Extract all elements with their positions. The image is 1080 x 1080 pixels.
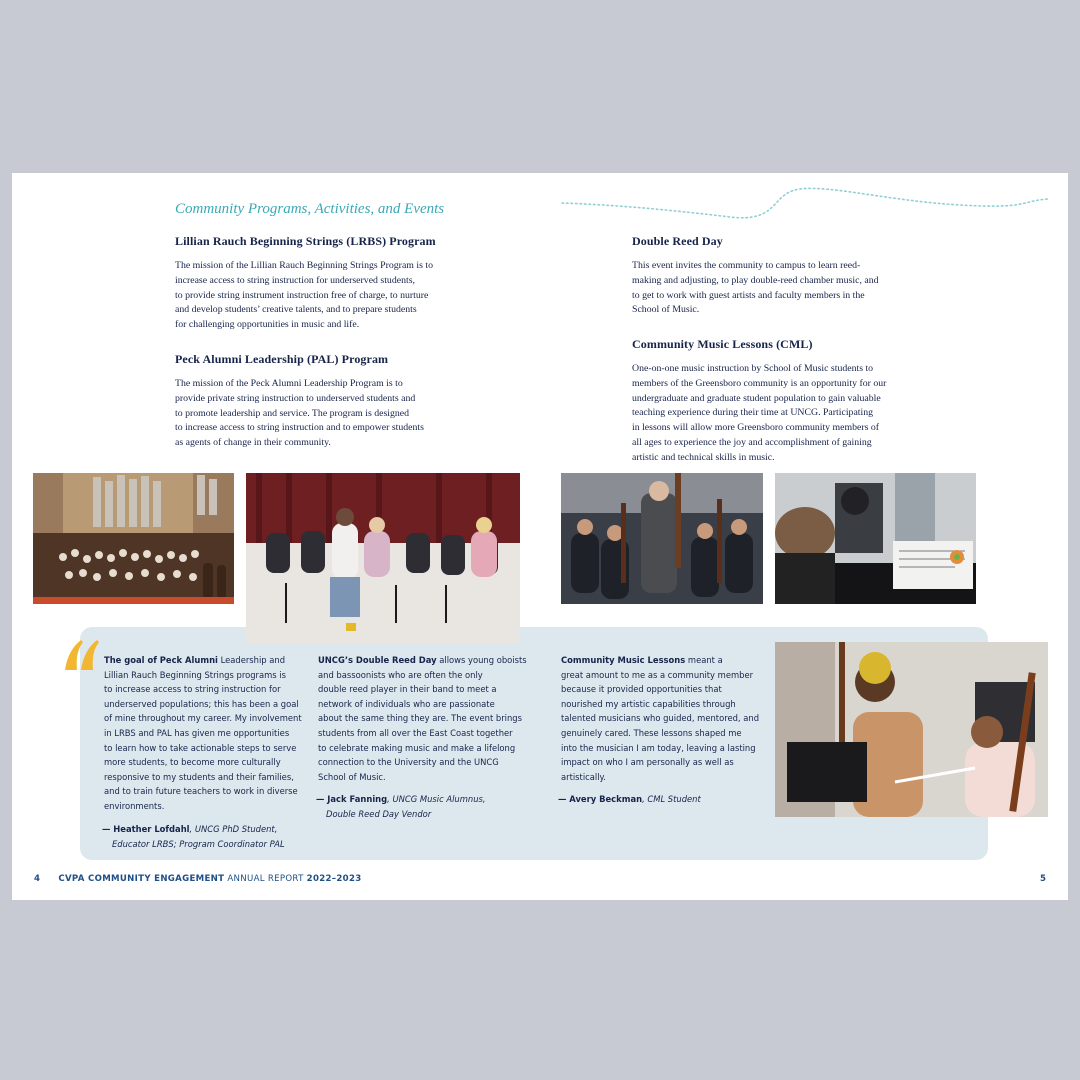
dotted-wave-decoration: [560, 181, 1050, 221]
pal-body: The mission of the Peck Alumni Leadership Program is to provide private string instruction to underserved students and to promote leadership and service. The program is designed to increase access to string instruction and to empower students as agents of change in their community.: [175, 378, 424, 449]
page-number-right: 5: [1040, 874, 1047, 884]
pal-block: [175, 352, 455, 451]
double-reed-day-block: [632, 234, 912, 318]
cml-block: [632, 337, 917, 466]
footer-years: 2022–2023: [306, 874, 362, 884]
double-reed-day-body: This event invites the community to campus to learn reed- making and adjusting, to play double-reed chamber music, and to get to work with guest artists and faculty members in the School of Music.: [632, 260, 879, 316]
footer-org: CVPA COMMUNITY ENGAGEMENT: [58, 874, 225, 884]
attribution-heather-lofdahl: — Heather Lofdahl, UNCG PhD Student, Educator LRBS; Program Coordinator PAL: [102, 824, 285, 849]
page-number-left: 4: [34, 874, 41, 884]
photo-concert-hall-group: [33, 473, 234, 604]
photo-piano-lesson: [775, 473, 976, 604]
report-spread: [12, 173, 1068, 900]
cml-body: One-on-one music instruction by School of Music students to members of the Greensboro community is an opportunity for our undergraduate and graduate student population to gain valuable teaching experience during their time at UNCG. Participating in lessons will allow more Greensboro community members of all ages to experience the joy and accomplishment of gaining artistic and technical skills in music.: [632, 363, 887, 463]
lrbs-heading: Lillian Rauch Beginning Strings (LRBS) Program: [175, 234, 436, 248]
photo-bassoon-lesson: [775, 642, 1048, 817]
double-reed-day-heading: Double Reed Day: [632, 234, 723, 248]
section-title: Community Programs, Activities, and Events: [175, 201, 445, 217]
lrbs-body: The mission of the Lillian Rauch Beginning Strings Program is to increase access to string instruction for underserved students, to provide string instrument instruction free of charge, to nurture and develop students’ creative talents, and to prepare students for challenging opportunities in music and life.: [175, 260, 433, 331]
quote-community-music-lessons: Community Music Lessons meant a great amount to me as a community member because it provided opportunities that nourished my artistic capabilities through talented musicians who guided, mentored, and genuinely cared. These lessons shaped me into the musician I am today, leaving a lasting impact on who I am personally as well as artistically.: [561, 655, 760, 782]
quote-peck-alumni: The goal of Peck Alumni Leadership and Lillian Rauch Beginning Strings programs is to increase access to string instruction for underserved populations; this has been a goal of mine throughout my career. My involvement in LRBS and PAL has given me opportunities to learn how to take actionable steps to serve more students, to become more culturally responsive to my students and their families, and to train future teachers to work in diverse environments.: [104, 655, 302, 811]
photo-bassoon-rehearsal: [561, 473, 763, 604]
photo-ensemble-rehearsal: [246, 473, 520, 644]
pal-heading: Peck Alumni Leadership (PAL) Program: [175, 352, 389, 366]
quote-mark-icon: [61, 636, 101, 672]
footer-right: [1040, 874, 1046, 884]
attribution-jack-fanning: — Jack Fanning, UNCG Music Alumnus, Double Reed Day Vendor: [316, 794, 486, 819]
footer-report: ANNUAL REPORT: [224, 874, 307, 884]
attribution-avery-beckman: — Avery Beckman, CML Student: [558, 794, 701, 804]
lrbs-block: [175, 234, 455, 333]
footer-left: [34, 874, 362, 884]
cml-heading: Community Music Lessons (CML): [632, 337, 813, 351]
quote-double-reed-day: UNCG’s Double Reed Day allows young oboists and bassoonists who are often the only double reed player in their band to meet a network of individuals who are passionate about the same thing they are. The event brings students from all over the East Coast together to celebrate making music and make a lifelong connection to the University and the UNCG School of Music.: [318, 655, 527, 782]
